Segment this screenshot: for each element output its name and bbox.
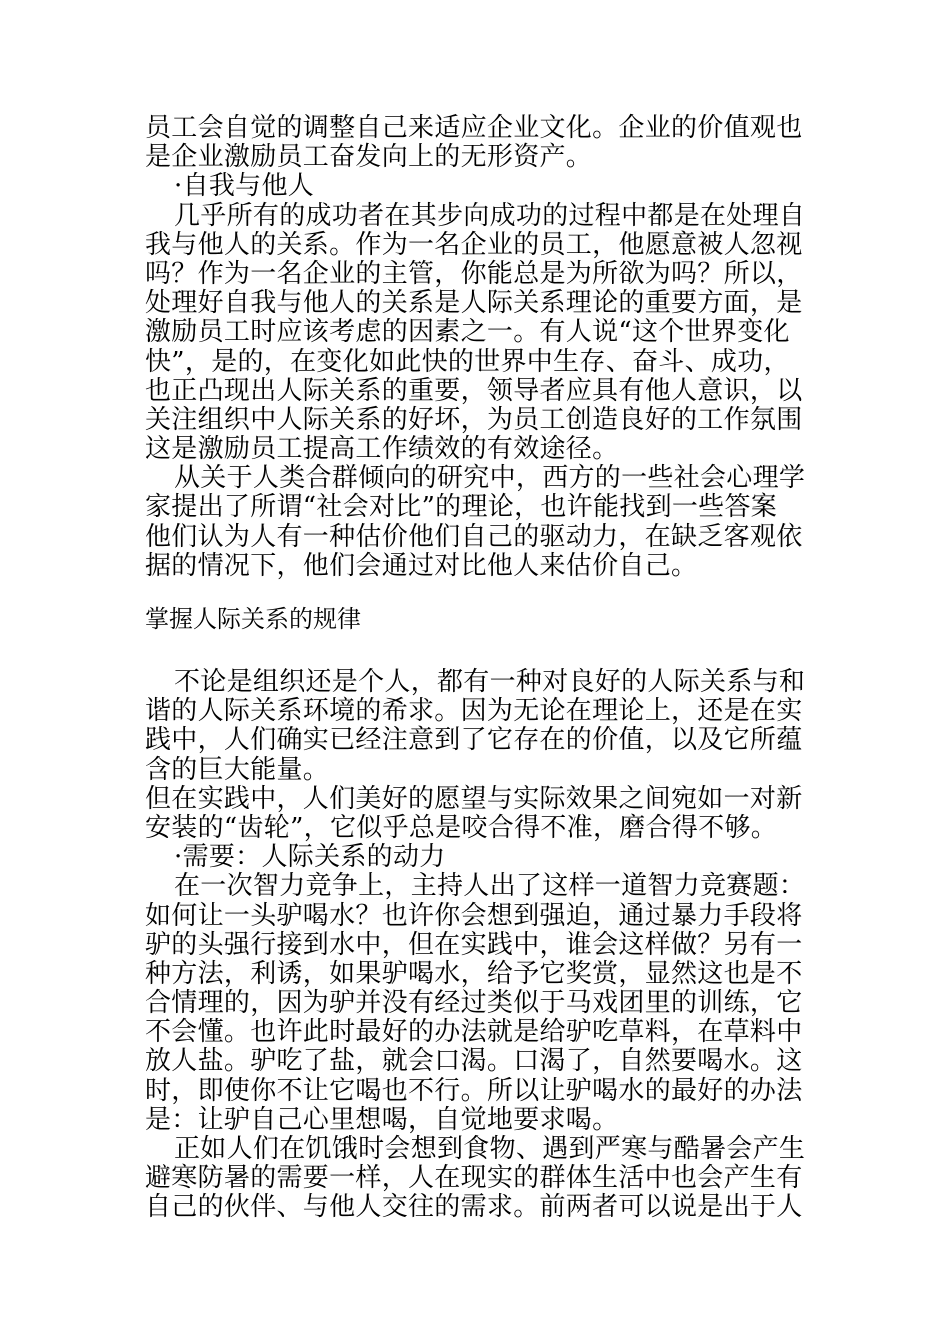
text-line: 据的情况下，他们会通过对比他人来估价自己。: [145, 550, 698, 581]
text-line: 自己的伙伴、与他人交往的需求。前两者可以说是出于人: [145, 1192, 803, 1223]
text-line: 处理好自我与他人的关系是人际关系理论的重要方面，是: [145, 288, 803, 319]
text-line: 是企业激励员工奋发向上的无形资产。: [145, 142, 593, 173]
text-line: 避寒防暑的需要一样，人在现实的群体生活中也会产生有: [145, 1163, 803, 1194]
bullet-heading: ·需要：人际关系的动力: [174, 842, 446, 873]
text-line: 不论是组织还是个人，都有一种对良好的人际关系与和: [174, 667, 806, 697]
text-line: 家提出了所谓“社会对比”的理论，也许能找到一些答案: [145, 492, 778, 523]
text-line: 他们认为人有一种估价他们自己的驱动力，在缺乏客观依: [145, 521, 803, 552]
text-line: 也正凸现出人际关系的重要，领导者应具有他人意识，以: [145, 375, 803, 406]
text-line: 我与他人的关系。作为一名企业的员工，他愿意被人忽视: [145, 229, 803, 260]
document-page: [145, 114, 810, 1223]
text-line: 放人盐。驴吃了盐，就会口渴。口渴了，自然要喝水。这: [145, 1046, 803, 1077]
text-line: 种方法，利诱，如果驴喝水，给予它奖赏，显然这也是不: [145, 958, 803, 989]
text-line: 快”，是的，在变化如此快的世界中生存、奋斗、成功，: [145, 346, 790, 377]
text-line: 不会懂。也许此时最好的办法就是给驴吃草料，在草料中: [145, 1017, 803, 1048]
text-line: 但在实践中，人们美好的愿望与实际效果之间宛如一对新: [145, 783, 803, 814]
spacer: [145, 634, 810, 668]
text-line: 驴的头强行接到水中，但在实践中，谁会这样做？另有一: [145, 929, 803, 960]
paragraph: [145, 1135, 810, 1223]
text-line: 谐的人际关系环境的希求。因为无论在理论上，还是在实: [145, 696, 803, 727]
paragraph: [145, 464, 810, 581]
text-line: 时，即使你不让它喝也不行。所以让驴喝水的最好的办法: [145, 1075, 803, 1106]
text-line: 如何让一头驴喝水？也许你会想到强迫，通过暴力手段将: [145, 900, 803, 931]
text-line: 吗？作为一名企业的主管，你能总是为所欲为吗？所以，: [145, 258, 803, 289]
paragraph: [145, 668, 810, 785]
text-line: 践中，人们确实已经注意到了它存在的价值，以及它所蕴: [145, 725, 803, 756]
text-line: 正如人们在饥饿时会想到食物、遇到严寒与酷暑会产生: [174, 1134, 806, 1164]
text-line: 员工会自觉的调整自己来适应企业文化。企业的价值观也: [145, 113, 803, 143]
text-line: 几乎所有的成功者在其步向成功的过程中都是在处理自: [174, 200, 806, 231]
text-line: 激励员工时应该考虑的因素之一。有人说“这个世界变化: [145, 317, 790, 348]
bullet-heading: ·自我与他人: [174, 171, 315, 202]
text-line: 关注组织中人际关系的好坏，为员工创造良好的工作氛围: [145, 404, 803, 435]
paragraph: [145, 872, 810, 1135]
paragraph: [145, 114, 810, 172]
text-line: 这是激励员工提高工作绩效的有效途径。: [145, 434, 619, 465]
section-heading: 掌握人际关系的规律: [145, 605, 361, 633]
text-line: 合情理的，因为驴并没有经过类似于马戏团里的训练，它: [145, 988, 803, 1019]
text-line: 是：让驴自己心里想喝，自觉地要求喝。: [145, 1104, 619, 1135]
spacer: [145, 581, 810, 605]
paragraph: [145, 785, 810, 843]
text-line: 安装的“齿轮”，它似乎总是咬合得不准，磨合得不够。: [145, 812, 778, 843]
text-line: 从关于人类合群倾向的研究中，西方的一些社会心理学: [174, 463, 806, 494]
paragraph: [145, 202, 810, 465]
text-line: 含的巨大能量。: [145, 754, 330, 785]
text-line: 在一次智力竞争上，主持人出了这样一道智力竞赛题：: [174, 871, 806, 902]
